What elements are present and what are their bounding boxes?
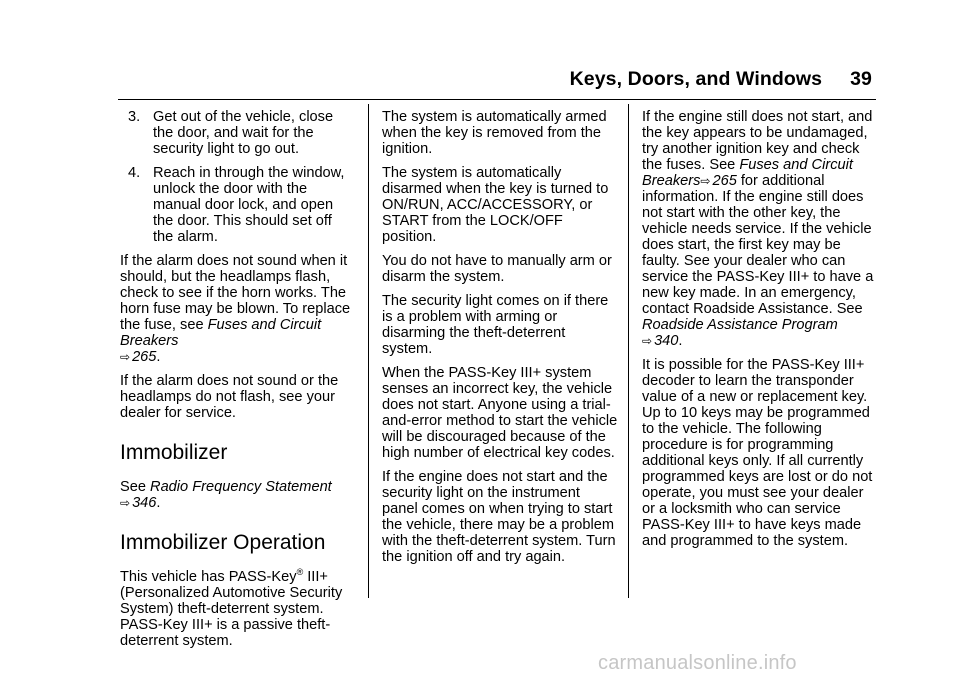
cross-reference-link[interactable]: Roadside Assistance Program [642,317,838,333]
paragraph-see-radio: See Radio Frequency Statement ⇨ 346. [120,479,332,511]
column-1 [120,109,356,657]
paragraph-incorrect-key: When the PASS-Key III+ system senses an incorrect key, the vehicle does not start. Anyone using a trial-and-error method to start the vehicle will be discouraged because of the high number of electrical key codes. [382,365,618,461]
paragraph-armed: The system is automatically armed when the key is removed from the ignition. [382,109,607,157]
page-reference[interactable]: 340 [654,333,679,349]
column-2 [382,109,618,573]
cross-reference-link[interactable]: Fuses and Circuit Breakers [120,317,322,349]
page-reference-arrow-icon: ⇨ [120,496,131,510]
paragraph-dealer-service: If the alarm does not sound or the headlamps do not flash, see your dealer for service. [120,373,339,421]
page-reference[interactable]: 346 [132,495,157,511]
paragraph-pass-key-intro: This vehicle has PASS-Key® III+ (Personalized Automotive Security System) theft-deterrent system. PASS-Key III+ is a passive theft-deterrent system. [120,567,343,649]
paragraph-manual: You do not have to manually arm or disarm the system. [382,253,612,285]
page-reference-arrow-icon: ⇨ [642,334,653,348]
paragraph-programming: It is possible for the PASS-Key III+ decoder to learn the transponder value of a new or replacement key. Up to 10 keys may be programmed to the vehicle. The following procedure is for programming additional keys only. If all currently programmed keys are lost or do not operate, you must see your dealer or a locksmith who can service PASS-Key III+ to have keys made and programmed to the system. [642,357,873,549]
section-title: Keys, Doors, and Windows [569,68,823,90]
heading-immobilizer: Immobilizer [120,441,228,464]
page-reference-arrow-icon: ⇨ [700,174,711,188]
cross-reference-link[interactable]: Fuses and Circuit Breakers [642,157,853,189]
step-3 [128,109,356,157]
paragraph-horn-fuse: If the alarm does not sound when it should, but the headlamps flash, check to see if the horn works. The horn fuse may be blown. To replace the fuse, see Fuses and Circuit Breakers ⇨ 265. [120,253,351,365]
registered-mark: ® [296,567,304,577]
step-number: 4. [128,165,141,181]
watermark: carmanualsonline.info [598,652,797,674]
page-reference[interactable]: 265 [132,349,157,365]
page-reference-arrow-icon: ⇨ [120,350,131,364]
paragraph-disarmed: The system is automatically disarmed when the key is turned to ON/RUN, ACC/ACCESSORY, or START from the LOCK/OFF position. [382,165,609,245]
paragraph-security-light: The security light comes on if there is a problem with arming or disarming the theft-deterrent system. [382,293,609,357]
step-number: 3. [128,109,141,125]
step-4 [128,165,356,245]
heading-immobilizer-operation: Immobilizer Operation [120,531,326,554]
page-number: 39 [850,68,872,90]
running-header [570,68,872,91]
step-text: Reach in through the window, unlock the door with the manual door lock, and open the door. This should set off the alarm. [153,165,345,245]
paragraph-engine-no-start: If the engine does not start and the security light on the instrument panel comes on when trying to start the vehicle, there may be a problem with the theft-deterrent system. Turn the ignition off and try again. [382,469,616,565]
header-rule [118,99,876,100]
page-reference[interactable]: 265 [712,173,737,189]
paragraph-try-another-key: If the engine still does not start, and the key appears to be undamaged, try another ignition key and check the fuses. See Fuses and Circuit Breakers⇨ 265 for additional information. If the engine still does not start with the other key, the vehicle needs service. If the vehicle does start, the first key may be faulty. See your dealer who can service the PASS-Key III+ to have a new key made. In an emergency, contact Roadside Assistance. See Roadside Assistance Program ⇨ 340. [642,109,874,349]
step-text: Get out of the vehicle, close the door, and wait for the security light to go out. [153,109,334,157]
column-divider-1 [368,104,369,598]
column-3 [642,109,878,557]
column-divider-2 [628,104,629,598]
cross-reference-link[interactable]: Radio Frequency Statement [150,479,332,495]
